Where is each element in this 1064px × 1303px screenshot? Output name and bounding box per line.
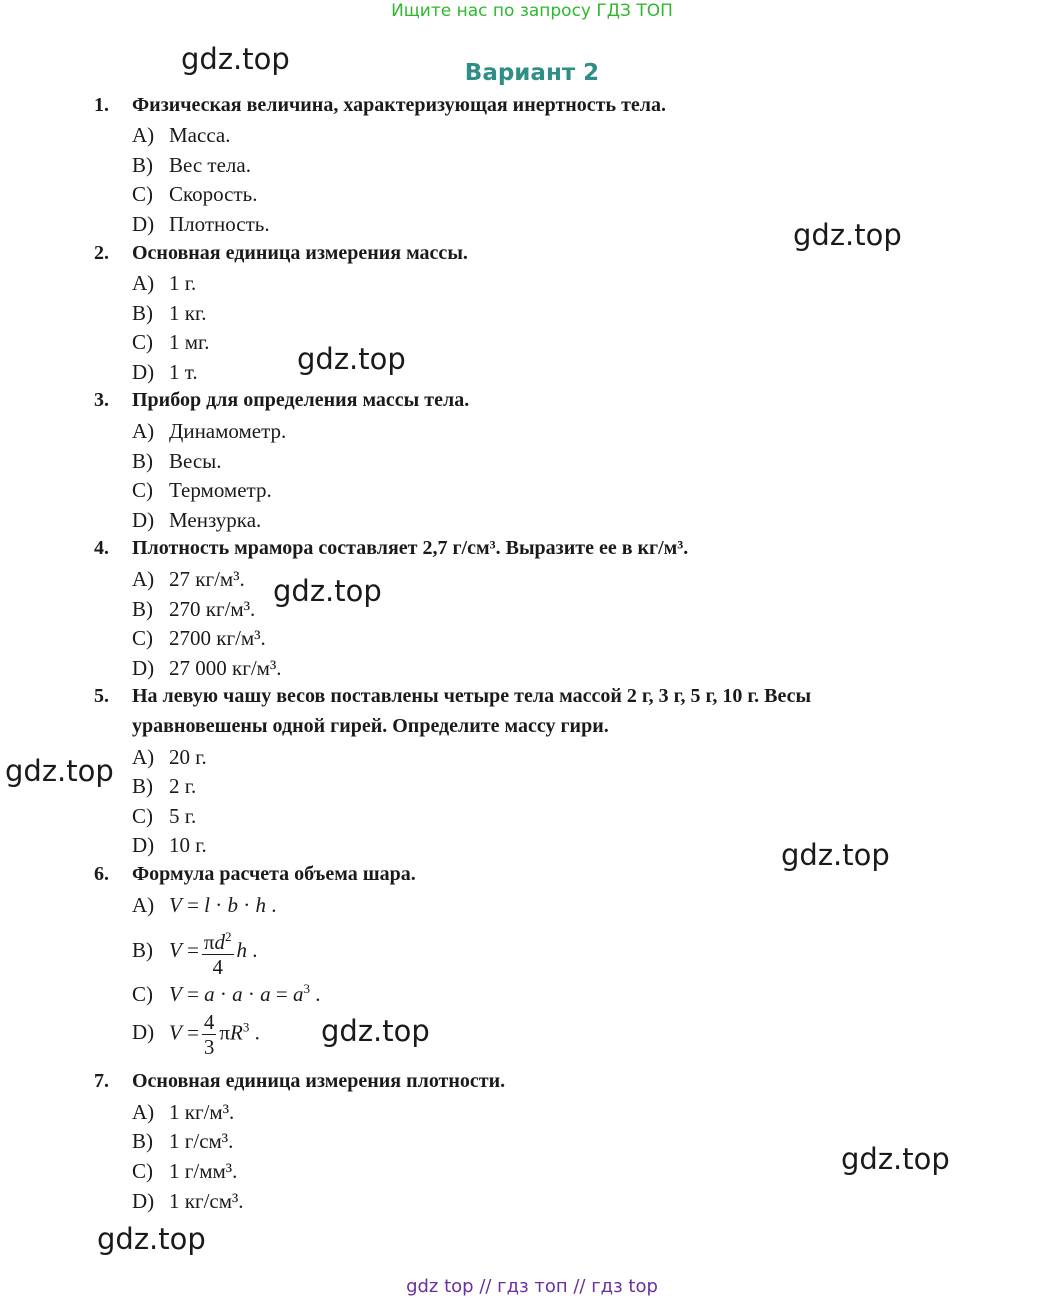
answer-option[interactable]: C) $V = a \cdot a \cdot a = a^3$ . bbox=[132, 981, 321, 1006]
watermark: gdz.top bbox=[841, 1142, 950, 1176]
question: 2. Основная единица измерения массы. bbox=[94, 242, 468, 264]
answer-option[interactable]: A) Динамометр. bbox=[132, 419, 287, 443]
formula-c: V bbox=[169, 982, 182, 1006]
question: 3. Прибор для определения массы тела. bbox=[94, 389, 470, 411]
answer-option[interactable]: C) 1 мг. bbox=[132, 330, 210, 354]
answer-option[interactable]: D) 1 т. bbox=[132, 360, 198, 384]
answer-option[interactable]: B) 2 г. bbox=[132, 774, 197, 798]
watermark: gdz.top bbox=[297, 342, 406, 376]
search-hint-banner: Ищите нас по запросу ГДЗ ТОП bbox=[391, 1, 673, 21]
answer-option[interactable]: D) Плотность. bbox=[132, 212, 270, 236]
answer-option[interactable]: D) V = $\frac{4}{3}$ $\pi R^3$ . bbox=[132, 1010, 260, 1059]
answer-option[interactable]: C) 5 г. bbox=[132, 804, 197, 828]
question: 1. Физическая величина, характеризующая инертность тела. bbox=[94, 94, 666, 116]
question-continuation: уравновешены одной гирей. Определите массу гири. bbox=[132, 715, 609, 737]
answer-option[interactable]: A) 27 кг/м³. bbox=[132, 567, 245, 591]
answer-option[interactable]: D) 1 кг/см³. bbox=[132, 1189, 244, 1213]
watermark: gdz.top bbox=[781, 838, 890, 872]
answer-option[interactable]: B) 1 г/см³. bbox=[132, 1129, 234, 1153]
answer-option[interactable]: B) Весы. bbox=[132, 449, 222, 473]
answer-option[interactable]: A) 1 кг/м³. bbox=[132, 1100, 235, 1124]
watermark: gdz.top bbox=[181, 42, 290, 76]
answer-option[interactable]: A) V = l · b · h . bbox=[132, 893, 277, 917]
answer-option[interactable]: D) 10 г. bbox=[132, 833, 207, 857]
answer-option[interactable]: D) 27 000 кг/м³. bbox=[132, 656, 282, 680]
answer-option[interactable]: C) Термометр. bbox=[132, 478, 272, 502]
question: 5. На левую чашу весов поставлены четыре тела массой 2 г, 3 г, 5 г, 10 г. Весы bbox=[94, 685, 812, 707]
page-title: Вариант 2 bbox=[464, 60, 600, 86]
formula-d: V bbox=[169, 1020, 182, 1045]
question: 7. Основная единица измерения плотности. bbox=[94, 1070, 506, 1092]
answer-option[interactable]: C) 2700 кг/м³. bbox=[132, 626, 266, 650]
watermark: gdz.top bbox=[793, 218, 902, 252]
question: 4. Плотность мрамора составляет 2,7 г/см³. Выразите ее в кг/м³. bbox=[94, 537, 689, 559]
answer-option[interactable]: D) Мензурка. bbox=[132, 508, 262, 532]
answer-option[interactable]: A) 1 г. bbox=[132, 271, 197, 295]
answer-option[interactable]: B) V = $\frac{\pi d^2}{4}$ h . bbox=[132, 925, 258, 979]
answer-option[interactable]: A) 20 г. bbox=[132, 745, 207, 769]
watermark: gdz.top bbox=[5, 754, 114, 788]
answer-option[interactable]: B) 270 кг/м³. bbox=[132, 597, 256, 621]
footer-links[interactable]: gdz top // гдз топ // гдз top bbox=[406, 1276, 658, 1297]
answer-option[interactable]: B) 1 кг. bbox=[132, 301, 207, 325]
answer-option[interactable]: C) 1 г/мм³. bbox=[132, 1159, 238, 1183]
question: 6. Формула расчета объема шара. bbox=[94, 863, 416, 885]
watermark: gdz.top bbox=[273, 574, 382, 608]
answer-option[interactable]: B) Вес тела. bbox=[132, 153, 251, 177]
watermark: gdz.top bbox=[321, 1014, 430, 1048]
watermark: gdz.top bbox=[97, 1222, 206, 1256]
answer-option[interactable]: A) Масса. bbox=[132, 123, 231, 147]
formula-a: V bbox=[169, 893, 182, 917]
answer-option[interactable]: C) Скорость. bbox=[132, 182, 258, 206]
formula-b: V bbox=[169, 937, 182, 962]
